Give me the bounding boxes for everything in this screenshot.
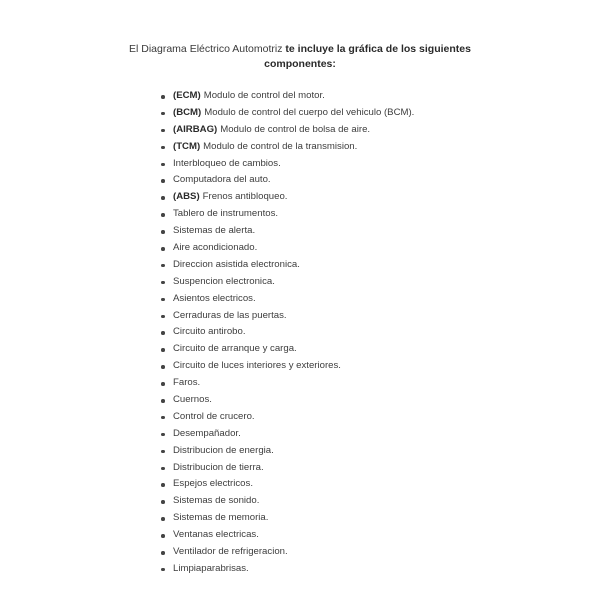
component-description: Aire acondicionado.	[173, 242, 258, 254]
component-description: Faros.	[173, 377, 201, 389]
bullet-icon	[161, 365, 165, 369]
component-description: Limpiaparabrisas.	[173, 562, 249, 574]
bullet-icon	[161, 281, 165, 285]
component-description: Sistemas de alerta.	[173, 225, 256, 237]
bullet-icon	[161, 247, 165, 251]
list-item	[160, 88, 414, 105]
intro-normal-text: El Diagrama Eléctrico Automotriz	[129, 43, 283, 55]
list-item	[160, 223, 414, 240]
list-item	[160, 206, 414, 223]
list-item	[160, 105, 414, 122]
component-code: (TCM)	[173, 140, 201, 152]
list-item	[160, 156, 414, 173]
component-description: Cerraduras de las puertas.	[173, 309, 287, 321]
component-description: Espejos electricos.	[173, 478, 253, 490]
list-item	[160, 443, 414, 460]
bullet-icon	[161, 483, 165, 487]
list-item	[160, 308, 414, 325]
component-code: (ABS)	[173, 191, 200, 203]
bullet-icon	[161, 112, 165, 116]
list-item	[160, 257, 414, 274]
bullet-icon	[161, 230, 165, 234]
bullet-icon	[161, 129, 165, 133]
intro-bold-text: te incluye la gráfica de los siguientes componentes:	[264, 43, 471, 70]
bullet-icon	[161, 568, 165, 572]
component-description: Modulo de control de la transmision.	[203, 140, 358, 152]
list-item	[160, 426, 414, 443]
components-list	[160, 88, 414, 578]
bullet-icon	[161, 163, 165, 167]
list-item	[160, 561, 414, 578]
component-description: Circuito antirobo.	[173, 326, 246, 338]
component-description: Suspencion electronica.	[173, 275, 275, 287]
bullet-icon	[161, 551, 165, 555]
component-description: Control de crucero.	[173, 410, 255, 422]
bullet-icon	[161, 382, 165, 386]
bullet-icon	[161, 433, 165, 437]
bullet-icon	[161, 517, 165, 521]
component-description: Desempañador.	[173, 427, 241, 439]
component-description: Sistemas de memoria.	[173, 512, 269, 524]
component-code: (BCM)	[173, 106, 202, 118]
component-description: Interbloqueo de cambios.	[173, 157, 281, 169]
list-item	[160, 409, 414, 426]
list-item	[160, 493, 414, 510]
bullet-icon	[161, 315, 165, 319]
component-description: Distribucion de tierra.	[173, 461, 264, 473]
bullet-icon	[161, 196, 165, 200]
bullet-icon	[161, 534, 165, 538]
list-item	[160, 510, 414, 527]
component-description: Modulo de control del motor.	[203, 90, 325, 101]
list-item	[160, 139, 414, 156]
bullet-icon	[161, 146, 165, 150]
bullet-icon	[161, 331, 165, 335]
bullet-icon	[161, 95, 165, 99]
bullet-icon	[161, 264, 165, 268]
intro-paragraph	[110, 42, 490, 72]
list-item	[160, 392, 414, 409]
bullet-icon	[161, 450, 165, 454]
list-item	[160, 240, 414, 257]
bullet-icon	[161, 500, 165, 504]
component-description: Distribucion de energia.	[173, 444, 274, 456]
list-item	[160, 341, 414, 358]
bullet-icon	[161, 416, 165, 420]
component-description: Frenos antibloqueo.	[202, 191, 288, 203]
component-description: Ventanas electricas.	[173, 529, 259, 541]
list-item	[160, 189, 414, 206]
component-description: Sistemas de sonido.	[173, 495, 260, 507]
list-item	[160, 291, 414, 308]
list-item	[160, 274, 414, 291]
list-item	[160, 476, 414, 493]
component-description: Modulo de control del cuerpo del vehiculo (BCM).	[204, 106, 415, 118]
component-description: Direccion asistida electronica.	[173, 258, 300, 270]
component-description: Cuernos.	[173, 394, 212, 406]
bullet-icon	[161, 298, 165, 302]
component-description: Circuito de luces interiores y exteriores.	[173, 360, 341, 372]
list-item	[160, 122, 414, 139]
list-item	[160, 527, 414, 544]
component-description: Computadora del auto.	[173, 174, 271, 186]
list-item	[160, 460, 414, 477]
list-item	[160, 324, 414, 341]
list-item	[160, 544, 414, 561]
component-description: Modulo de control de bolsa de aire.	[220, 123, 371, 135]
list-item	[160, 375, 414, 392]
bullet-icon	[161, 399, 165, 403]
component-description: Tablero de instrumentos.	[173, 208, 279, 220]
bullet-icon	[161, 348, 165, 352]
component-description: Ventilador de refrigeracion.	[173, 546, 288, 558]
component-description: Asientos electricos.	[173, 292, 256, 304]
bullet-icon	[161, 179, 165, 183]
component-code: (AIRBAG)	[173, 123, 218, 135]
list-item	[160, 358, 414, 375]
list-item	[160, 172, 414, 189]
bullet-icon	[161, 467, 165, 471]
bullet-icon	[161, 213, 165, 217]
component-code: (ECM)	[173, 90, 201, 101]
component-description: Circuito de arranque y carga.	[173, 343, 297, 355]
